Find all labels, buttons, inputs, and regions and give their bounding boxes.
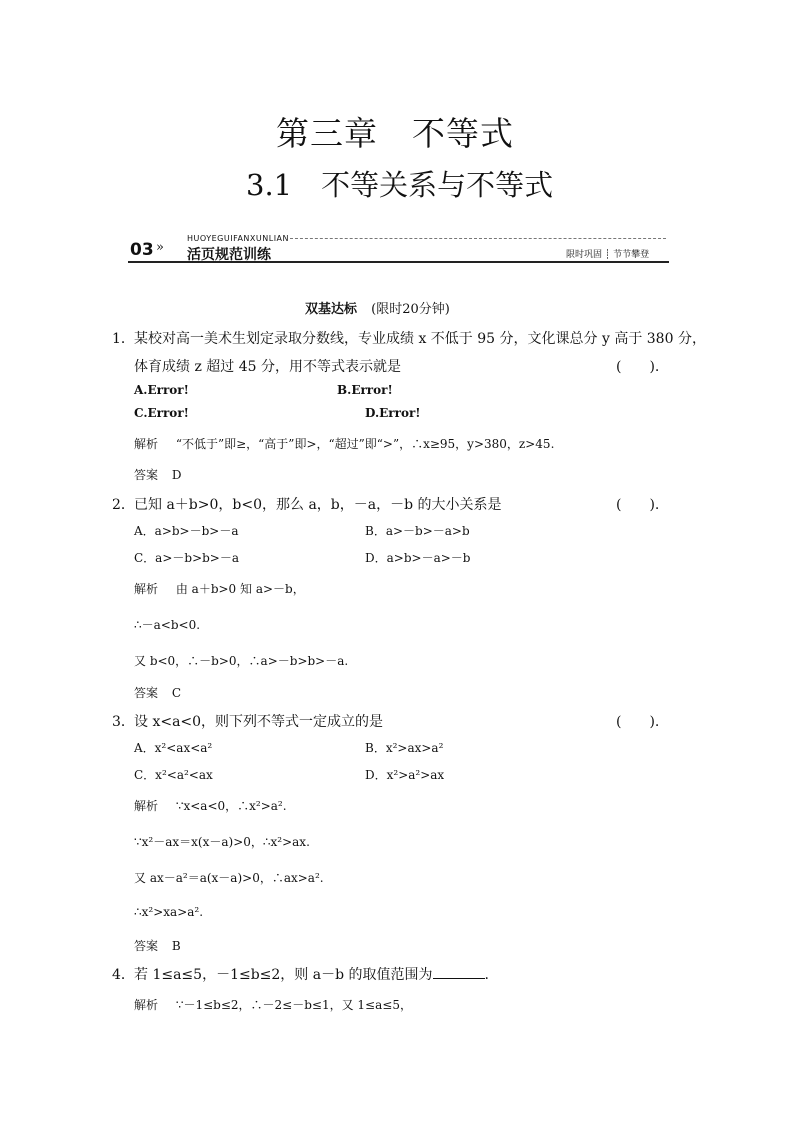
q4-stem-end: . [484,967,489,983]
q1-option-b[interactable]: B.Error! [337,383,393,397]
q1-option-c[interactable]: C.Error! [134,406,189,420]
section-heading-title: 双基达标 [305,302,358,317]
q2-option-a[interactable]: A．a>b>－b>－a [134,524,239,538]
q2-analysis [134,580,305,597]
q4-analysis-label: 解析 [134,998,159,1012]
q1-answer-paren: ( ). [616,359,660,375]
q1-analysis-label: 解析 [134,437,159,451]
q2-answer-paren: ( ). [616,497,660,513]
q1-analysis [134,435,554,452]
q1-analysis-text: “不低于”即≥，“高于”即>，“超过”即“>”，∴x≥95，y>380，z>45. [175,437,555,451]
q2-analysis-text-2: ∴－a<b<0. [134,618,201,632]
q2-stem: 已知 a＋b>0，b<0，那么 a，b，－a，－b 的大小关系是 [134,497,502,513]
q3-answer [134,937,181,954]
q3-option-d[interactable]: D．x²>a²>ax [365,768,445,782]
q3-option-b[interactable]: B．x²>ax>a² [365,741,444,755]
time-limit: (限时20分钟) [371,302,450,317]
banner-rule [128,261,669,263]
q1-option-d[interactable]: D.Error! [365,406,421,420]
q4-number: 4． [112,967,135,983]
q4-answer-blank[interactable] [433,966,485,979]
q1-answer [134,466,181,483]
section-title: 3.1 不等关系与不等式 [246,168,554,202]
q3-stem: 设 x<a<0，则下列不等式一定成立的是 [134,714,384,730]
q3-analysis-text-3: 又 ax－a²＝a(x－a)>0，∴ax>a². [134,871,324,885]
q2-answer-label: 答案 [134,686,159,700]
q3-analysis-text-2: ∵x²－ax＝x(x－a)>0，∴x²>ax. [134,835,310,849]
q3-analysis-text-4: ∴x²>xa>a². [134,905,204,919]
q2-number: 2． [112,497,135,513]
banner-dashed-line [290,238,666,239]
q1-answer-value: D [171,468,182,482]
q1-number: 1． [112,331,135,347]
q3-option-c[interactable]: C．x²<a²<ax [134,768,213,782]
chapter-title: 第三章 不等式 [276,114,514,153]
q4-analysis-text: ∵－1≤b≤2，∴－2≤－b≤1，又 1≤a≤5， [175,998,412,1012]
banner-right-text: 限时巩固 ┊ 节节攀登 [566,250,650,260]
q3-analysis [134,797,287,814]
q2-option-c[interactable]: C．a>－b>b>－a [134,551,240,565]
q1-stem-line1: 某校对高一美术生划定录取分数线，专业成绩 x 不低于 95 分，文化课总分 y 高于 380 分， [134,331,706,347]
q2-option-b[interactable]: B．a>－b>－a>b [365,524,470,538]
q3-answer-value: B [171,939,181,953]
q2-option-d[interactable]: D．a>b>－a>－b [365,551,471,565]
q2-analysis-text-3: 又 b<0，∴－b>0，∴a>－b>b>－a. [134,654,349,668]
q3-analysis-label: 解析 [134,799,159,813]
q2-answer-value: C [171,686,182,700]
q3-number: 3． [112,714,135,730]
banner-pinyin: HUOYEGUIFANXUNLIAN [187,234,290,243]
q1-answer-label: 答案 [134,468,159,482]
double-chevron-icon: » [156,240,164,255]
q2-analysis-text-1: 由 a＋b>0 知 a>－b， [175,582,305,596]
q1-option-a[interactable]: A.Error! [134,383,189,397]
q3-answer-paren: ( ). [616,714,660,730]
banner-title: 活页规范训练 [187,247,271,263]
q3-answer-label: 答案 [134,939,159,953]
q2-analysis-label: 解析 [134,582,159,596]
q4-stem [134,964,489,984]
banner-number: 03 [130,240,154,260]
q3-option-a[interactable]: A．x²<ax<a² [134,741,213,755]
q3-analysis-text-1: ∵x<a<0，∴x²>a². [175,799,287,813]
q4-stem-text: 若 1≤a≤5，－1≤b≤2，则 a－b 的取值范围为 [134,967,433,983]
q2-answer [134,684,181,701]
q4-analysis [134,996,412,1013]
section-heading [305,298,450,317]
q1-stem-line2: 体育成绩 z 超过 45 分，用不等式表示就是 [134,359,401,375]
